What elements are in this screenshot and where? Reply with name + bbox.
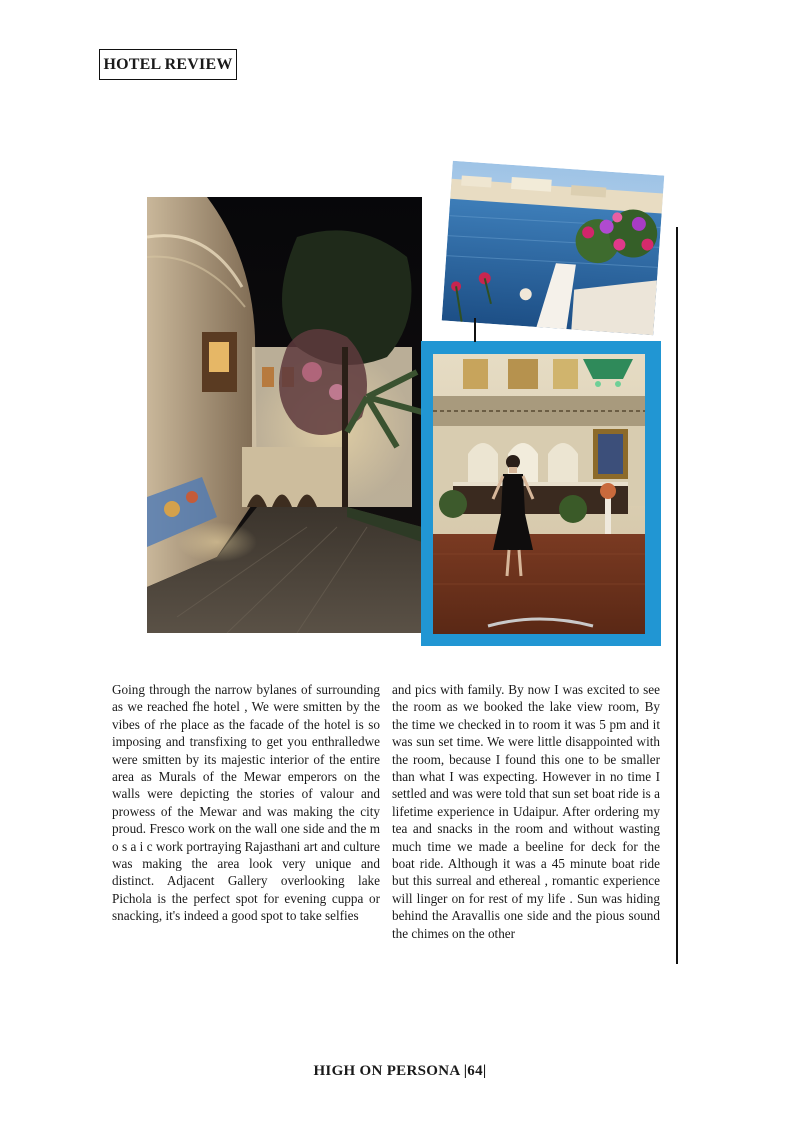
lake-view-photo — [442, 161, 665, 335]
page-footer: HIGH ON PERSONA |64| — [313, 1063, 487, 1079]
lobby-photo — [433, 354, 645, 634]
article-column-right: and pics with family. By now I was excited to see the room as we booked the lake view room, By the time we checked in to room it was 5 pm and it was sun set time. We were little disappointed with the room, because I found this one to be smaller than what I was expecting. However in no time I settled and was were told that sun set boat ride is a lifetime experience in Udaipur. After ordering my tea and snacks in the room and without wasting much time we made a beeline for deck for the boat ride. Although it was a 45 minute boat ride but this surreal and ethereal , romantic experience will linger on for rest of my life . Sun was hiding behind the Aravallis one side and the pious sound the chimes on the other — [392, 682, 660, 941]
article-column-left: Going through the narrow bylanes of surrounding as we reached fhe hotel , We were smitten by the vibes of rhe place as the facade of the hotel is so imposing and transfixing to get you enthralledwe were smitten by its majestic interior of the entire area as Murals of the Mewar emperors on the walls were depicting the stories of valour and prowess of the Mewar and was making the city proud. Fresco work on the wall one side and the m o s a i c work portraying Rajasthani art and culture was making the area look very unique and distinct. Adjacent Gallery overlooking lake Pichola is the perfect spot for evening cuppa or snacking, it's indeed a good spot to take selfies — [112, 682, 380, 924]
margin-rule — [676, 227, 678, 964]
section-tag: HOTEL REVIEW — [99, 49, 237, 80]
photo-divider — [474, 318, 476, 342]
courtyard-night-photo — [147, 197, 422, 633]
